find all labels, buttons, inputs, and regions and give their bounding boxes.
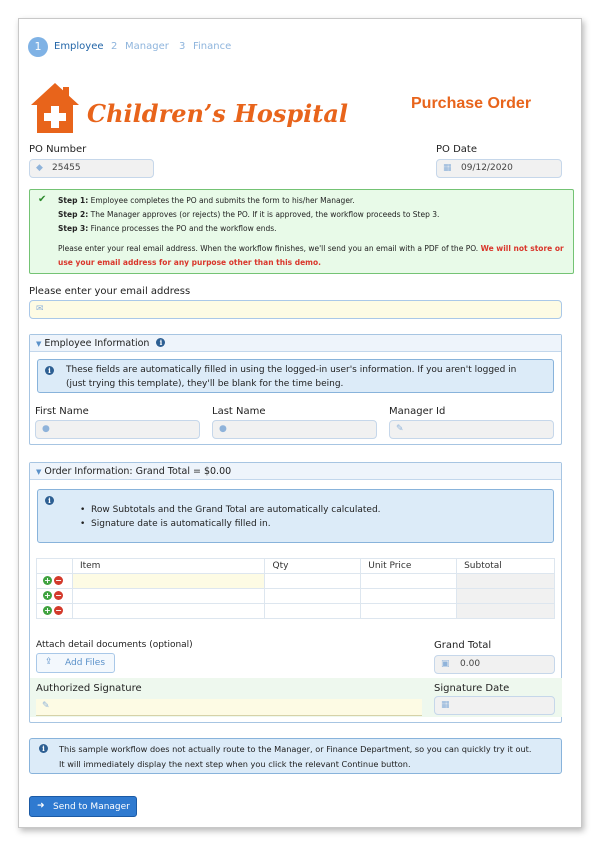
remove-row-icon[interactable]: − bbox=[55, 606, 62, 615]
po-number-label: PO Number bbox=[29, 144, 87, 155]
info-icon: i bbox=[45, 496, 54, 505]
add-row-icon[interactable]: + bbox=[44, 591, 51, 600]
manager-id-label: Manager Id bbox=[389, 406, 446, 417]
po-date-label: PO Date bbox=[436, 144, 477, 155]
po-number-value: 25455 bbox=[52, 163, 81, 173]
step-3-num: 3 bbox=[179, 41, 186, 52]
employee-info-note: i These fields are automatically filled in using the logged-in user's information. If you aren't logged in (just trying this template), they'll be blank for the time being. bbox=[37, 359, 554, 393]
step-3-label[interactable]: Finance bbox=[193, 41, 232, 52]
upload-icon: ⇪ bbox=[45, 657, 53, 667]
table-row bbox=[37, 589, 555, 604]
item-cell[interactable] bbox=[72, 604, 265, 619]
info-icon: i bbox=[39, 744, 48, 753]
form-title: Purchase Order bbox=[411, 95, 532, 112]
remove-row-icon[interactable]: − bbox=[55, 576, 62, 585]
user-icon: ● bbox=[219, 424, 227, 434]
employee-info-header[interactable]: ▼ Employee Information i bbox=[30, 335, 561, 352]
email-note: Please enter your real email address. When the workflow finishes, we'll send you an email with a PDF of the PO. We will not store or bbox=[58, 244, 564, 253]
item-cell[interactable] bbox=[72, 589, 265, 604]
table-row bbox=[37, 574, 555, 589]
last-name-label: Last Name bbox=[212, 406, 266, 417]
envelope-icon: ✉ bbox=[36, 304, 44, 314]
edit-icon: ✎ bbox=[396, 424, 404, 434]
column-item: Item bbox=[72, 559, 265, 574]
last-name-input[interactable] bbox=[212, 420, 377, 439]
po-date-field bbox=[436, 159, 562, 178]
instruction-step-1: Step 1: Employee completes the PO and submits the form to his/her Manager. bbox=[58, 196, 355, 205]
add-row-icon[interactable]: + bbox=[44, 576, 51, 585]
step-2-label[interactable]: Manager bbox=[125, 41, 169, 52]
bullet-item: • Row Subtotals and the Grand Total are automatically calculated. bbox=[80, 505, 381, 515]
column-subtotal: Subtotal bbox=[457, 559, 555, 574]
signature-input[interactable] bbox=[36, 699, 422, 716]
subtotal-cell bbox=[457, 589, 555, 604]
grand-total-field: ▣ 0.00 bbox=[434, 655, 555, 674]
order-items-table bbox=[36, 558, 555, 619]
form-page bbox=[18, 18, 582, 828]
send-to-manager-button[interactable]: ➜ Send to Manager bbox=[29, 796, 137, 817]
attach-label: Attach detail documents (optional) bbox=[36, 640, 193, 650]
manager-id-input[interactable] bbox=[389, 420, 554, 439]
email-warning: use your email address for any purpose other than this demo. bbox=[58, 258, 321, 267]
po-date-value: 09/12/2020 bbox=[461, 163, 513, 173]
signature-label: Authorized Signature bbox=[36, 683, 142, 694]
order-info-note bbox=[37, 489, 554, 543]
signature-date-field bbox=[434, 696, 555, 715]
instructions-box bbox=[29, 189, 574, 274]
signature-date-label: Signature Date bbox=[434, 683, 510, 694]
qty-cell[interactable] bbox=[265, 604, 361, 619]
calendar-icon: ▦ bbox=[443, 163, 452, 173]
add-row-icon[interactable]: + bbox=[44, 606, 51, 615]
info-icon: i bbox=[45, 366, 54, 375]
order-info-panel bbox=[29, 462, 562, 723]
unit-price-cell[interactable] bbox=[361, 574, 457, 589]
table-row bbox=[37, 604, 555, 619]
money-icon: ▣ bbox=[441, 659, 450, 669]
email-input[interactable] bbox=[29, 300, 562, 319]
subtotal-cell bbox=[457, 604, 555, 619]
column-unit-price: Unit Price bbox=[361, 559, 457, 574]
subtotal-cell bbox=[457, 574, 555, 589]
po-number-field bbox=[29, 159, 154, 178]
workflow-note: i This sample workflow does not actually route to the Manager, or Finance Department, so you can quickly try it out. It will immediately display the next step when you click the relevant Continue button. bbox=[29, 738, 562, 774]
step-1-label[interactable]: Employee bbox=[54, 41, 104, 52]
qty-cell[interactable] bbox=[265, 574, 361, 589]
hospital-logo-icon bbox=[29, 81, 81, 135]
send-icon: ➜ bbox=[37, 801, 45, 811]
collapse-icon: ▼ bbox=[36, 340, 42, 348]
instruction-step-3: Step 3: Finance processes the PO and the workflow ends. bbox=[58, 224, 277, 233]
item-cell[interactable] bbox=[72, 574, 265, 589]
add-files-button[interactable]: ⇪ Add Files bbox=[36, 653, 115, 673]
remove-row-icon[interactable]: − bbox=[55, 591, 62, 600]
first-name-input[interactable] bbox=[35, 420, 200, 439]
employee-info-panel bbox=[29, 334, 562, 445]
unit-price-cell[interactable] bbox=[361, 589, 457, 604]
first-name-label: First Name bbox=[35, 406, 89, 417]
calendar-icon: ▦ bbox=[441, 700, 450, 710]
step-1-circle: 1 bbox=[28, 37, 48, 57]
user-icon: ● bbox=[42, 424, 50, 434]
instruction-step-2: Step 2: The Manager approves (or rejects) the PO. If it is approved, the workflow proceeds to Step 3. bbox=[58, 210, 440, 219]
pencil-icon: ✎ bbox=[42, 701, 50, 711]
bullet-item: • Signature date is automatically filled in. bbox=[80, 519, 271, 529]
column-qty: Qty bbox=[265, 559, 361, 574]
order-info-header[interactable]: ▼ Order Information: Grand Total = $0.00 bbox=[30, 463, 561, 480]
tag-icon: ◆ bbox=[36, 163, 43, 173]
email-label: Please enter your email address bbox=[29, 286, 191, 297]
check-icon: ✔ bbox=[38, 194, 47, 205]
qty-cell[interactable] bbox=[265, 589, 361, 604]
collapse-icon: ▼ bbox=[36, 468, 42, 476]
step-2-num: 2 bbox=[111, 41, 118, 52]
info-icon[interactable]: i bbox=[156, 338, 165, 347]
unit-price-cell[interactable] bbox=[361, 604, 457, 619]
grand-total-label: Grand Total bbox=[434, 640, 492, 651]
hospital-name: Children’s Hospital bbox=[87, 99, 348, 128]
